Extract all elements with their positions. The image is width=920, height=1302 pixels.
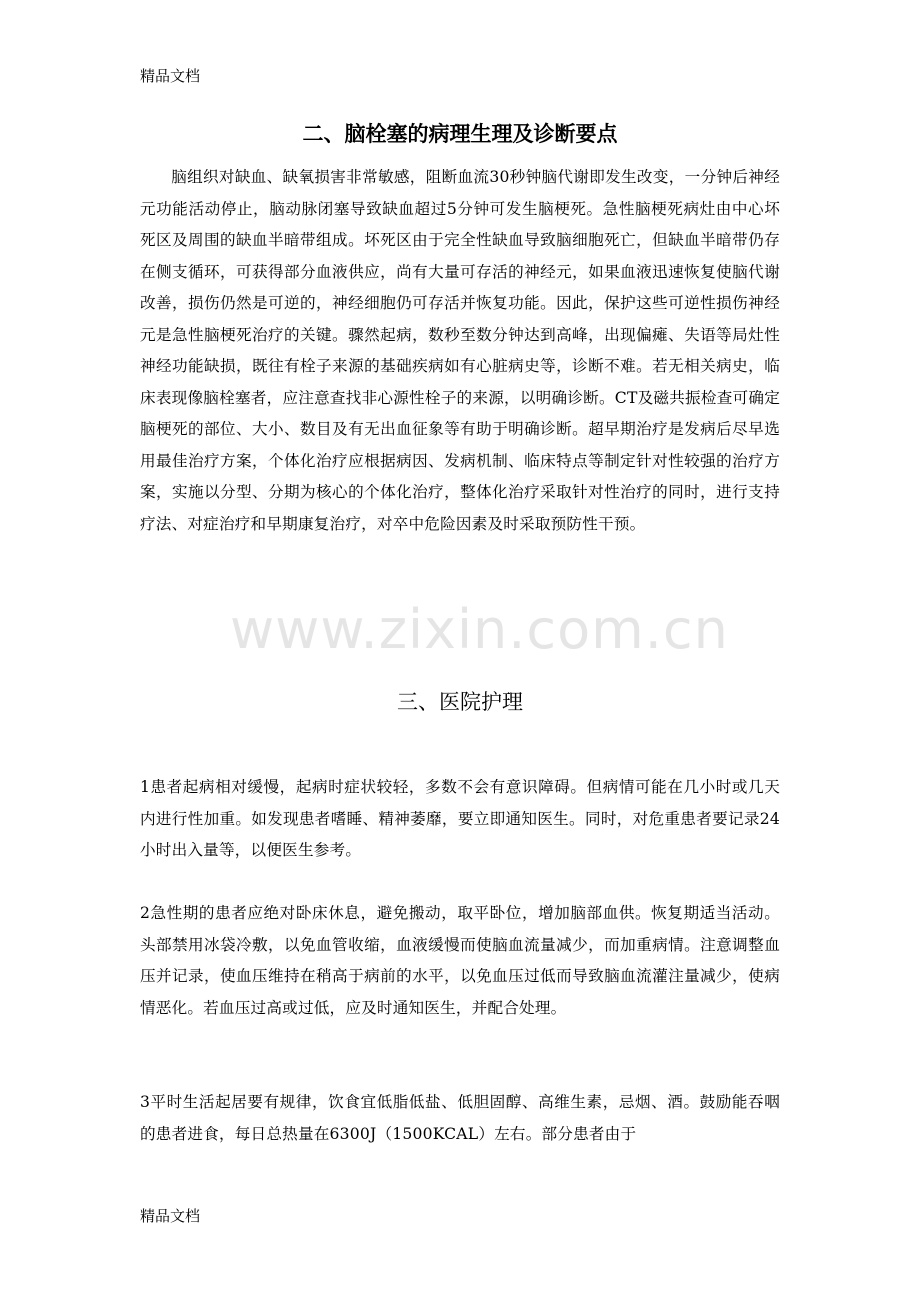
care-item-2: 2急性期的患者应绝对卧床休息，避免搬动，取平卧位，增加脑部血供。恢复期适当活动。头部禁用冰袋冷敷，以免血管收缩，血液缓慢而使脑血流量减少，而加重病情。注意调整血压并记录，使血压维持在稍高于病前的水平，以免血压过低而导致脑血流灌注量减少，使病情恶化。若血压过高或过低，应及时通知医生，并配合处理。 [140,904,780,1017]
section-2-title: 二、脑栓塞的病理生理及诊断要点 [302,122,618,146]
care-item-1: 1患者起病相对缓慢，起病时症状较轻，多数不会有意识障碍。但病情可能在几小时或几天内进行性加重。如发现患者嗜睡、精神萎靡，要立即通知医生。同时，对危重患者要记录24小时出入量等，以便医生参考。 [140,778,780,859]
section-2-paragraph: 脑组织对缺血、缺氧损害非常敏感，阻断血流30秒钟脑代谢即发生改变，一分钟后神经元功能活动停止，脑动脉闭塞导致缺血超过5分钟可发生脑梗死。急性脑梗死病灶由中心坏死区及周围的缺血半暗带组成。坏死区由于完全性缺血导致脑细胞死亡，但缺血半暗带仍存在侧支循环，可获得部分血液供应，尚有大量可存活的神经元，如果血液迅速恢复使脑代谢改善，损伤仍然是可逆的，神经细胞仍可存活并恢复功能。因此，保护这些可逆性损伤神经元是急性脑梗死治疗的关键。骤然起病，数秒至数分钟达到高峰，出现偏瘫、失语等局灶性神经功能缺损，既往有栓子来源的基础疾病如有心脏病史等，诊断不难。若无相关病史，临床表现像脑栓塞者，应注意查找非心源性栓子的来源，以明确诊断。CT及磁共振检查可确定脑梗死的部位、大小、数目及有无出血征象等有助于明确诊断。超早期治疗是发病后尽早选用最佳治疗方案，个体化治疗应根据病因、发病机制、临床特点等制定针对性较强的治疗方案，实施以分型、分期为核心的个体化治疗，整体化治疗采取针对性治疗的同时，进行支持疗法、对症治疗和早期康复治疗，对卒中危险因素及时采取预防性干预。 [140,168,780,533]
section-3-title: 三、医院护理 [397,690,523,714]
page-footer-label: 精品文档 [140,1207,201,1225]
page-header-label: 精品文档 [140,67,201,85]
care-item-3: 3平时生活起居要有规律，饮食宜低脂低盐、低胆固醇、高维生素，忌烟、酒。鼓励能吞咽的患者进食，每日总热量在6300J（1500KCAL）左右。部分患者由于 [140,1093,780,1143]
watermark-text: www.zixin.com.cn [230,598,729,661]
